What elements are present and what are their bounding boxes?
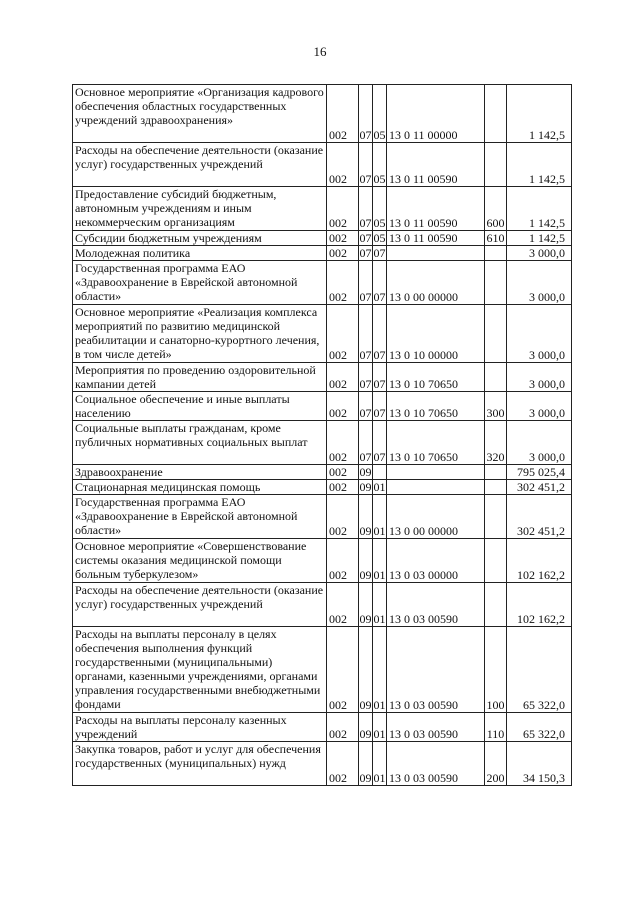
row-section-code: 07 (359, 143, 373, 187)
row-ministry-code: 002 (327, 465, 359, 480)
table-row (73, 246, 572, 261)
row-amount: 102 162,2 (507, 583, 572, 627)
row-section-code: 07 (359, 363, 373, 392)
row-section-code: 07 (359, 231, 372, 245)
row-section-code: 09 (359, 480, 372, 494)
row-subsection-code: 07 (373, 392, 387, 421)
row-target-article: 13 0 03 00590 (387, 742, 485, 786)
row-subsection-code: 05 (373, 85, 387, 143)
row-target-article (387, 246, 485, 261)
table-row (73, 480, 572, 495)
table-row (73, 363, 572, 392)
row-ministry-code: 002 (327, 261, 359, 305)
row-expense-type (485, 363, 507, 392)
row-name-cell: Здравоохранение (73, 465, 327, 480)
row-subsection-code: 05 (373, 187, 387, 231)
row-section-code: 07 (359, 392, 373, 421)
row-name-cell: Социальное обеспечение и иные выплаты населению (73, 392, 327, 421)
row-name-cell: Государственная программа ЕАО «Здравоохранение в Еврейской автономной области» (73, 261, 327, 305)
row-amount: 302 451,2 (507, 480, 572, 495)
row-amount: 34 150,3 (507, 742, 572, 786)
row-target-article: 13 0 10 00000 (387, 305, 485, 363)
row-name-cell: Государственная программа ЕАО «Здравоохранение в Еврейской автономной области» (73, 495, 327, 539)
row-amount: 302 451,2 (507, 495, 572, 539)
table-row (73, 187, 572, 231)
row-subsection-code: 01 (373, 583, 387, 627)
row-subsection-code (373, 465, 387, 480)
row-ministry-code: 002 (327, 583, 359, 627)
row-subsection-code: 07 (373, 421, 387, 465)
row-amount: 1 142,5 (507, 231, 572, 246)
table-row (73, 583, 572, 627)
row-ministry-code: 002 (327, 742, 359, 786)
row-amount: 1 142,5 (507, 143, 572, 187)
row-expense-type: 300 (485, 392, 507, 421)
row-ministry-code: 002 (327, 231, 359, 246)
row-expense-type: 320 (485, 421, 507, 465)
row-amount: 3 000,0 (507, 421, 572, 465)
row-section-code: 09 (359, 465, 372, 479)
row-target-article (387, 480, 485, 495)
row-target-article: 13 0 03 00590 (387, 627, 485, 713)
row-amount: 3 000,0 (507, 363, 572, 392)
row-amount: 65 322,0 (507, 713, 572, 742)
row-name-cell: Основное мероприятие «Совершенствование системы оказания медицинской помощи больным туберкулезом» (73, 539, 327, 583)
row-expense-type (485, 480, 507, 495)
row-name-cell: Молодежная политика (73, 246, 327, 261)
row-section-code: 09 (359, 583, 373, 627)
budget-table (72, 84, 572, 786)
row-target-article: 13 0 10 70650 (387, 392, 485, 421)
table-row (73, 231, 572, 246)
row-ministry-code: 002 (327, 246, 359, 261)
row-name-cell: Основное мероприятие «Организация кадрового обеспечения областных государственных учреждений здравоохранения» (73, 85, 327, 143)
row-expense-type: 610 (486, 231, 505, 245)
row-amount: 102 162,2 (507, 539, 572, 583)
row-target-article: 13 0 00 00000 (387, 495, 485, 539)
row-ministry-code: 002 (327, 85, 359, 143)
table-row (73, 421, 572, 465)
row-amount: 3 000,0 (507, 392, 572, 421)
row-amount: 1 142,5 (507, 187, 572, 231)
row-expense-type (485, 305, 507, 363)
row-ministry-code: 002 (327, 480, 359, 495)
row-ministry-code: 002 (327, 143, 359, 187)
row-target-article: 13 0 11 00590 (387, 231, 485, 246)
table-row (73, 392, 572, 421)
row-section-code: 09 (359, 539, 373, 583)
row-expense-type (485, 583, 507, 627)
row-section-code: 07 (359, 85, 373, 143)
row-amount: 65 322,0 (507, 627, 572, 713)
row-ministry-code: 002 (327, 539, 359, 583)
row-section-code: 07 (359, 305, 373, 363)
row-subsection-code: 07 (373, 305, 387, 363)
page-number: 16 (313, 44, 327, 59)
row-name-cell: Расходы на обеспечение деятельности (оказание услуг) государственных учреждений (73, 143, 327, 187)
table-row (73, 261, 572, 305)
row-target-article: 13 0 11 00000 (387, 85, 485, 143)
row-name-cell: Основное мероприятие «Реализация комплекса мероприятий по развитию медицинской реабилитации и санаторно-курортного лечения, в том числе детей» (73, 305, 327, 363)
row-section-code: 07 (359, 246, 372, 260)
row-ministry-code: 002 (327, 392, 359, 421)
row-target-article: 13 0 11 00590 (387, 143, 485, 187)
row-subsection-code: 07 (373, 246, 386, 260)
row-name-cell: Расходы на обеспечение деятельности (оказание услуг) государственных учреждений (73, 583, 327, 627)
table-row (73, 742, 572, 786)
row-section-code: 07 (359, 187, 373, 231)
row-expense-type (485, 539, 507, 583)
row-subsection-code: 01 (373, 627, 387, 713)
row-section-code: 09 (359, 495, 373, 539)
row-expense-type (485, 85, 507, 143)
row-target-article: 13 0 03 00000 (387, 539, 485, 583)
row-ministry-code: 002 (327, 305, 359, 363)
table-row (73, 627, 572, 713)
row-section-code: 07 (359, 261, 373, 305)
row-section-code: 09 (359, 742, 373, 786)
table-row (73, 539, 572, 583)
row-expense-type (485, 465, 507, 480)
row-amount: 795 025,4 (507, 465, 572, 480)
row-ministry-code: 002 (327, 627, 359, 713)
row-expense-type (485, 143, 507, 187)
row-section-code: 09 (359, 713, 373, 742)
row-ministry-code: 002 (327, 495, 359, 539)
row-expense-type (485, 495, 507, 539)
row-expense-type: 600 (485, 187, 507, 231)
row-expense-type: 100 (485, 627, 507, 713)
row-name-cell: Расходы на выплаты персоналу казенных учреждений (73, 713, 327, 742)
row-ministry-code: 002 (327, 421, 359, 465)
row-amount: 3 000,0 (507, 246, 572, 261)
row-target-article: 13 0 10 70650 (387, 421, 485, 465)
table-row (73, 465, 572, 480)
row-name-cell: Мероприятия по проведению оздоровительной кампании детей (73, 363, 327, 392)
row-subsection-code: 01 (373, 495, 387, 539)
row-amount: 3 000,0 (507, 305, 572, 363)
row-subsection-code: 05 (373, 231, 386, 245)
row-target-article: 13 0 00 00000 (387, 261, 485, 305)
row-subsection-code: 07 (373, 363, 387, 392)
row-name-cell: Закупка товаров, работ и услуг для обеспечения государственных (муниципальных) нужд (73, 742, 327, 786)
row-ministry-code: 002 (327, 363, 359, 392)
row-target-article: 13 0 11 00590 (387, 187, 485, 231)
row-expense-type (485, 261, 507, 305)
row-amount: 1 142,5 (507, 85, 572, 143)
table-row (73, 85, 572, 143)
table-row (73, 143, 572, 187)
row-name-cell: Субсидии бюджетным учреждениям (73, 231, 327, 246)
row-target-article: 13 0 03 00590 (387, 713, 485, 742)
row-subsection-code: 01 (373, 539, 387, 583)
row-name-cell: Расходы на выплаты персоналу в целях обеспечения выполнения функций государственными (муниципальными) органами, казенными учреждениями, органами управления государственными внебюджетными фондами (73, 627, 327, 713)
row-subsection-code: 01 (373, 742, 387, 786)
table-row (73, 713, 572, 742)
table-row (73, 495, 572, 539)
row-section-code: 09 (359, 627, 373, 713)
row-target-article: 13 0 10 70650 (387, 363, 485, 392)
row-expense-type: 110 (485, 713, 507, 742)
row-subsection-code: 05 (373, 143, 387, 187)
row-ministry-code: 002 (327, 187, 359, 231)
row-target-article: 13 0 03 00590 (387, 583, 485, 627)
row-name-cell: Предоставление субсидий бюджетным, автономным учреждениям и иным некоммерческим организациям (73, 187, 327, 231)
row-name-cell: Стационарная медицинская помощь (73, 480, 327, 495)
row-expense-type (485, 246, 507, 261)
row-subsection-code: 01 (373, 713, 387, 742)
row-name-cell: Социальные выплаты гражданам, кроме публичных нормативных социальных выплат (73, 421, 327, 465)
row-ministry-code: 002 (327, 713, 359, 742)
row-section-code: 07 (359, 421, 373, 465)
row-subsection-code: 07 (373, 261, 387, 305)
row-expense-type: 200 (485, 742, 507, 786)
row-subsection-code: 01 (373, 480, 386, 494)
table-row (73, 305, 572, 363)
row-target-article (387, 465, 485, 480)
row-amount: 3 000,0 (507, 261, 572, 305)
